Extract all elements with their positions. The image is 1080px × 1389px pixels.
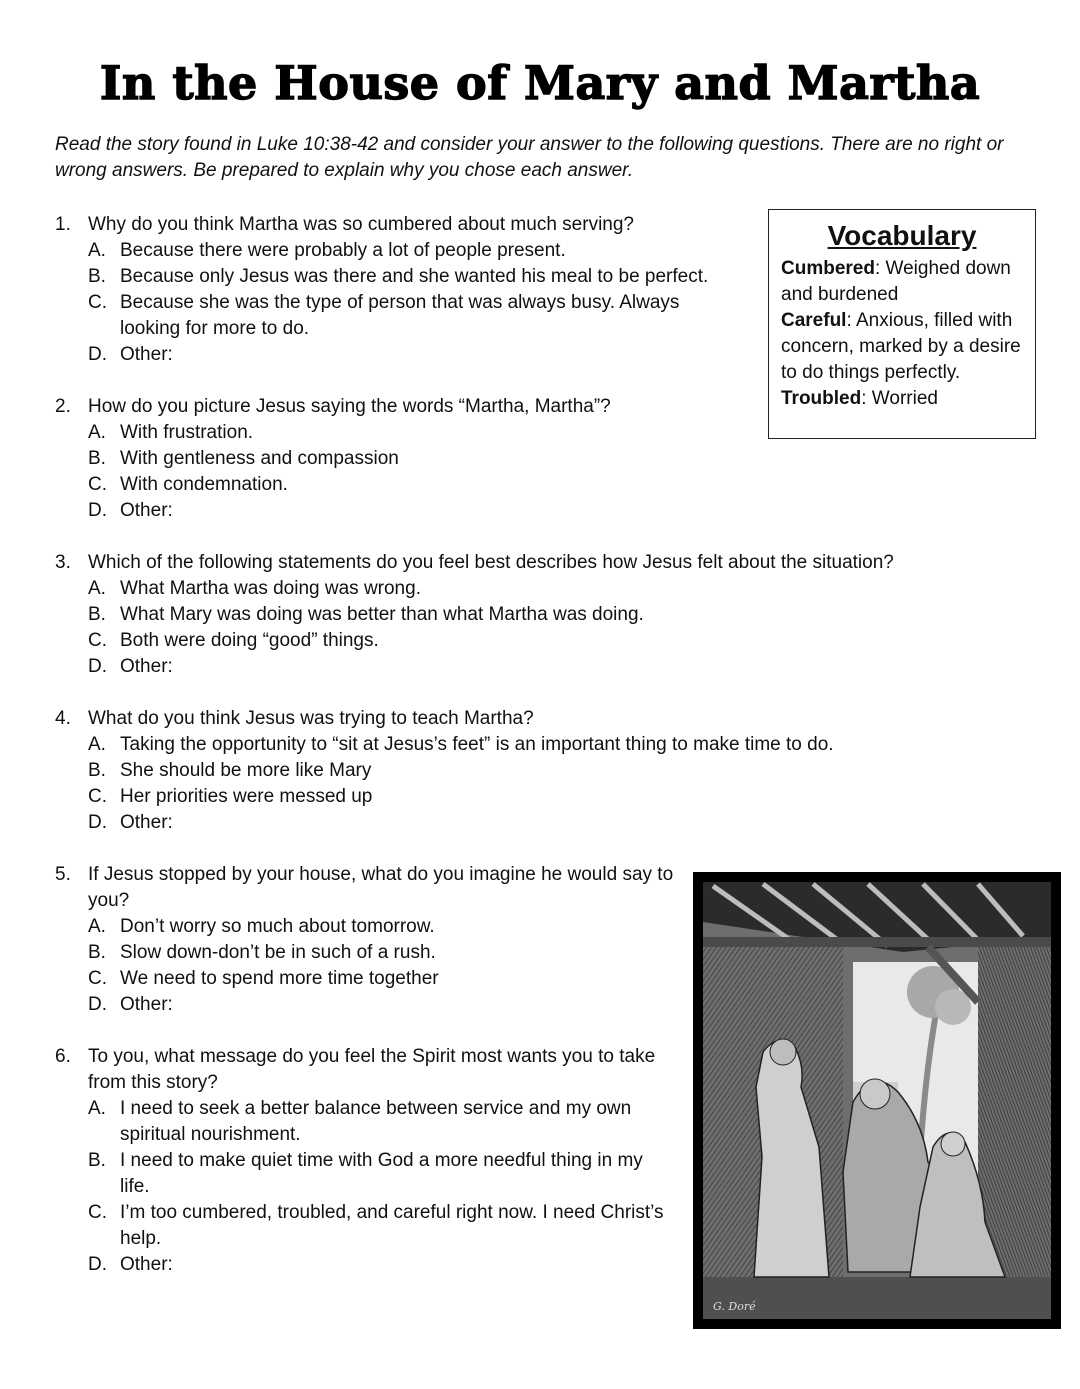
question-text: How do you picture Jesus saying the words “Martha, Martha”? xyxy=(88,396,611,417)
answer-option xyxy=(88,914,680,940)
engraving-drawing xyxy=(703,882,1051,1319)
vocab-term: Cumbered xyxy=(781,258,875,279)
question-text: What do you think Jesus was trying to teach Martha? xyxy=(88,708,534,729)
vocab-term: Troubled xyxy=(781,388,862,409)
answer-options xyxy=(88,238,735,368)
option-letter: D. xyxy=(88,994,107,1015)
option-text: With frustration. xyxy=(120,422,254,443)
answer-options xyxy=(88,732,1030,836)
option-letter: D. xyxy=(88,812,107,833)
answer-option xyxy=(88,784,1030,810)
answer-option xyxy=(88,602,1030,628)
option-letter: A. xyxy=(88,734,106,755)
answer-options xyxy=(88,1096,675,1278)
option-letter: D. xyxy=(88,1254,107,1275)
option-letter: B. xyxy=(88,604,106,625)
option-letter: C. xyxy=(88,1202,107,1223)
answer-option xyxy=(88,420,735,446)
option-letter: D. xyxy=(88,344,107,365)
vocab-definition: : Anxious, filled with concern, marked by a desire to do things perfectly. xyxy=(781,310,1021,383)
option-text: Because she was the type of person that was always busy. Always looking for more to do. xyxy=(120,292,680,339)
option-text: Slow down-don’t be in such of a rush. xyxy=(120,942,436,963)
answer-option xyxy=(88,992,680,1018)
intro-text: Read the story found in Luke 10:38-42 and consider your answer to the following questions. There are no right or wrong answers. Be prepared to explain why you chose each answer. xyxy=(55,134,1004,181)
answer-option xyxy=(88,758,1030,784)
option-letter: D. xyxy=(88,656,107,677)
answer-option xyxy=(88,1252,675,1278)
answer-option xyxy=(88,264,735,290)
question-4 xyxy=(55,706,1030,836)
question-number: 6. xyxy=(55,1046,71,1067)
question-2 xyxy=(55,394,735,524)
option-letter: C. xyxy=(88,630,107,651)
option-text: Because there were probably a lot of people present. xyxy=(120,240,566,261)
answer-option xyxy=(88,810,1030,836)
answer-option xyxy=(88,966,680,992)
question-5 xyxy=(55,862,680,1018)
answer-option xyxy=(88,628,1030,654)
option-text: Both were doing “good” things. xyxy=(120,630,379,651)
option-text: Her priorities were messed up xyxy=(120,786,373,807)
option-letter: C. xyxy=(88,968,107,989)
artist-signature: G. Doré xyxy=(713,1300,756,1313)
vocab-term: Careful xyxy=(781,310,847,331)
option-text: Other: xyxy=(120,1254,173,1275)
answer-option xyxy=(88,342,735,368)
question-3 xyxy=(55,550,1030,680)
option-letter: B. xyxy=(88,760,106,781)
option-text: Other: xyxy=(120,344,173,365)
page-title: In the House of Mary and Martha xyxy=(99,56,981,110)
vocab-definition: : Weighed down and burdened xyxy=(781,258,1011,305)
answer-option xyxy=(88,446,735,472)
option-text: What Martha was doing was wrong. xyxy=(120,578,421,599)
question-number: 4. xyxy=(55,708,71,729)
option-letter: B. xyxy=(88,448,106,469)
engraving-illustration xyxy=(693,872,1061,1329)
option-letter: A. xyxy=(88,1098,106,1119)
question-text: To you, what message do you feel the Spirit most wants you to take from this story? xyxy=(88,1046,656,1093)
question-number: 1. xyxy=(55,214,71,235)
answer-option xyxy=(88,1148,675,1200)
option-letter: C. xyxy=(88,474,107,495)
option-text: We need to spend more time together xyxy=(120,968,439,989)
answer-option xyxy=(88,940,680,966)
question-6 xyxy=(55,1044,675,1278)
option-text: With gentleness and compassion xyxy=(120,448,399,469)
question-number: 3. xyxy=(55,552,71,573)
option-text: She should be more like Mary xyxy=(120,760,372,781)
answer-option xyxy=(88,238,735,264)
answer-option xyxy=(88,1200,675,1252)
option-letter: A. xyxy=(88,422,106,443)
option-text: Other: xyxy=(120,500,173,521)
vocab-definition: : Worried xyxy=(861,388,938,409)
option-letter: B. xyxy=(88,1150,106,1171)
answer-option xyxy=(88,472,735,498)
option-letter: D. xyxy=(88,500,107,521)
option-text: Don’t worry so much about tomorrow. xyxy=(120,916,435,937)
option-text: What Mary was doing was better than what Martha was doing. xyxy=(120,604,644,625)
option-letter: C. xyxy=(88,786,107,807)
option-letter: A. xyxy=(88,916,106,937)
question-number: 5. xyxy=(55,864,71,885)
option-text: I need to seek a better balance between service and my own spiritual nourishment. xyxy=(120,1098,632,1145)
option-text: Other: xyxy=(120,812,173,833)
option-letter: A. xyxy=(88,578,106,599)
answer-option xyxy=(88,498,735,524)
question-text: Why do you think Martha was so cumbered about much serving? xyxy=(88,214,634,235)
option-text: Taking the opportunity to “sit at Jesus’s feet” is an important thing to make time to do. xyxy=(120,734,834,755)
option-text: With condemnation. xyxy=(120,474,288,495)
option-text: Because only Jesus was there and she wanted his meal to be perfect. xyxy=(120,266,709,287)
answer-options xyxy=(88,914,680,1018)
answer-option xyxy=(88,1096,675,1148)
answer-option xyxy=(88,654,1030,680)
option-text: Other: xyxy=(120,994,173,1015)
option-letter: A. xyxy=(88,240,106,261)
answer-option xyxy=(88,290,700,342)
option-text: I’m too cumbered, troubled, and careful right now. I need Christ’s help. xyxy=(120,1202,664,1249)
question-text: Which of the following statements do you feel best describes how Jesus felt about the situation? xyxy=(88,552,894,573)
option-letter: C. xyxy=(88,292,107,313)
question-1 xyxy=(55,212,735,368)
question-text: If Jesus stopped by your house, what do you imagine he would say to you? xyxy=(88,864,674,911)
answer-options xyxy=(88,576,1030,680)
option-text: I need to make quiet time with God a more needful thing in my life. xyxy=(120,1150,643,1197)
answer-option xyxy=(88,576,1030,602)
option-letter: B. xyxy=(88,942,106,963)
vocabulary-heading: Vocabulary xyxy=(827,220,977,251)
answer-option xyxy=(88,732,1030,758)
option-text: Other: xyxy=(120,656,173,677)
option-letter: B. xyxy=(88,266,106,287)
question-number: 2. xyxy=(55,396,71,417)
answer-options xyxy=(88,420,735,524)
